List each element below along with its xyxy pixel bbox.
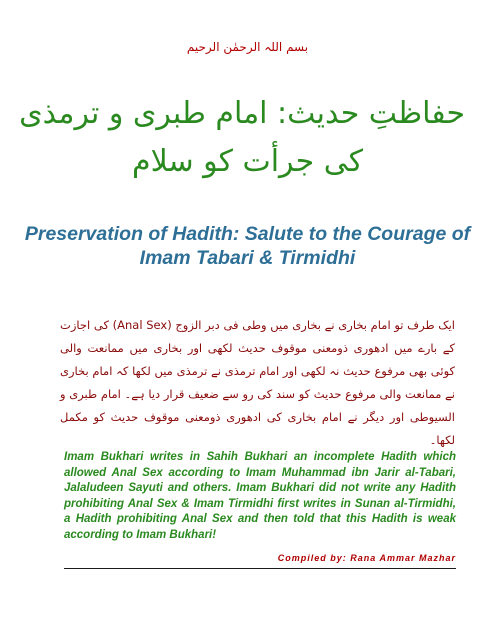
- compiled-by-credit: Compiled by: Rana Ammar Mazhar: [277, 553, 456, 563]
- urdu-title-line1: حفاظتِ حدیث: امام طبری و ترمذی: [19, 96, 465, 131]
- urdu-title-line2: کی جرأت کو سلام: [132, 144, 363, 179]
- english-title: Preservation of Hadith: Salute to the Courage of Imam Tabari & Tirmidhi: [24, 223, 471, 269]
- bismillah-heading: بسم اللہ الرحمٰن الرحیم: [186, 40, 309, 54]
- urdu-paragraph: ایک طرف تو امام بخاری نے بخاری میں وطی فی دبر الزوج (Anal Sex) کی اجازت کے بارے میں ادھوری ذومعنی موقوف حدیث لکھی اور بخاری میں ممانعت والی کوئی بھی مرفوع حدیث نہ لکھی اور امام ترمذی نے ترمذی میں لکھا کہ امام بخاری نے ممانعت والی مرفوع حدیث کو سند کی رو سے ضعیف قرار دیا ہے۔ امام طبری و السیوطی اور دیگر نے امام بخاری کی ادھوری ذومعنی موقوف حدیث کو مکمل لکھا۔: [60, 318, 455, 447]
- footer-divider: [64, 568, 456, 569]
- english-paragraph: Imam Bukhari writes in Sahih Bukhari an incomplete Hadith which allowed Anal Sex according to Imam Muhammad ibn Jarir al-Tabari, Jalaludeen Sayuti and others. Imam Bukhari did not write any Hadith prohibiting Anal Sex & Imam Tirmidhi first writes in Sunan al-Tirmidhi, a Hadith prohibiting Anal Sex and then told that this Hadith is weak according to Imam Bukhari!: [64, 451, 456, 541]
